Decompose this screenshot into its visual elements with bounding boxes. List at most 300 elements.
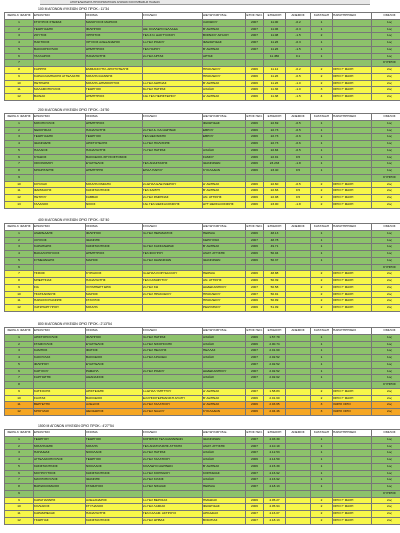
- table-cell: ΦΙΛΙΠΠΟΣ: [86, 230, 143, 237]
- table-cell: ΓΕΩΡΓΙΟΥ: [34, 436, 86, 443]
- table-cell: [333, 341, 372, 348]
- table-cell: 2007: [246, 517, 264, 524]
- table-cell: ΑΧΑΪΑΣ: [203, 375, 246, 382]
- table-cell: 2006: [246, 334, 264, 341]
- table-cell: 12: [5, 517, 34, 524]
- table-cell: ΑΝ. ΑΤΤΙΚΗΣ: [203, 195, 246, 202]
- column-header: ΕΠΩΝΥΜΟ: [34, 13, 86, 20]
- table-cell: 4.18.13: [264, 484, 286, 491]
- table-cell: 6: [5, 154, 34, 161]
- table-cell: [286, 264, 311, 271]
- table-cell: ΦΙΛΙΠΠΟΣ: [86, 26, 143, 33]
- table-cell: [286, 511, 311, 518]
- table-cell: ΠΑΡΑΣΧΟΓΙΑΝΝΗΣ: [34, 298, 86, 305]
- table-cell: 1ος: [372, 251, 400, 258]
- table-cell: 2006: [246, 457, 264, 464]
- table-cell: Β' ΑΘΗΝΑΣ: [203, 80, 246, 87]
- table-cell: 1ος: [372, 168, 400, 175]
- table-cell: ΑΘ. ΚΟΛΛΕΓΙΟ ΕΛΛΑΔΑ: [143, 26, 203, 33]
- column-header: ΔΙΕΥΘΥΝΣΗ Β.Ε.: [203, 328, 246, 335]
- header-row: [5, 13, 400, 20]
- table-cell: [286, 443, 311, 450]
- table-cell: ΦΑΘΙΩΤΙΔΑΣ: [203, 40, 246, 47]
- table-cell: 1ο ΓΕΛ ΚΟΡΙΝΘΟΥ: [143, 470, 203, 477]
- table-cell: ΑΧΑΪΑΣ: [203, 334, 246, 341]
- table-cell: ΑΡΙΣΤΟΠΟΥΛΟΣ: [34, 334, 86, 341]
- table-cell: ΟΡΙΟ Γ' ΦΑΣΗ: [333, 278, 372, 285]
- table-cell: [333, 457, 372, 464]
- table-cell: [143, 154, 203, 161]
- table-cell: 10: [5, 181, 34, 188]
- table-cell: 2: [311, 291, 333, 298]
- table-cell: ΠΑΝΑΓΙΩΤΗΣ: [86, 53, 143, 60]
- table-cell: 1ος: [372, 141, 400, 148]
- table-cell: 22.60: [264, 181, 286, 188]
- table-cell: [203, 141, 246, 148]
- table-cell: ΟΡΙΟ Γ' ΦΑΣΗ: [333, 201, 372, 208]
- table-cell: [286, 457, 311, 464]
- column-header: ΠΑΡΑΤΗΡΗΣΕΙΣ: [333, 114, 372, 121]
- column-header: ΕΠΩΝΥΜΟ: [34, 430, 86, 437]
- table-cell: 1: [311, 251, 333, 258]
- table-cell: 2: [311, 517, 333, 524]
- table-cell: 2ος: [372, 517, 400, 524]
- table-cell: 3ο ΕΠΑΛ ΚΟΡΥΔΑΛΛΟΥ: [143, 271, 203, 278]
- table-cell: 6: [5, 368, 34, 375]
- table-cell: [333, 368, 372, 375]
- table-cell: ΣΤΑΥΡΟΣ: [86, 298, 143, 305]
- table-cell: 4: [5, 355, 34, 362]
- table-cell: 3: [311, 87, 333, 94]
- table-cell: [333, 230, 372, 237]
- results-table: [4, 223, 400, 312]
- column-header: ΑΝΕΜΟΣ: [286, 224, 311, 231]
- table-cell: [333, 26, 372, 33]
- table-cell: 3ο ΓΕΛ ΚΑΣΣΑΝΔΡΑΣ: [143, 244, 203, 251]
- table-cell: ΗΡΑΚΛΕΙΟΥ: [203, 73, 246, 80]
- table-cell: -1.5: [286, 33, 311, 40]
- table-cell: 1ος: [372, 244, 400, 251]
- table-cell: [143, 237, 203, 244]
- table-cell: 2007: [246, 26, 264, 33]
- table-cell: ΠΑΝΑΓΙΩΤΗΣ: [86, 127, 143, 134]
- table-cell: 1: [311, 230, 333, 237]
- table-cell: ΜΑΝΟΥΣΟΣ ΜΑΡΚΟΣ: [86, 19, 143, 26]
- column-header: ΕΤΟΣ ΓΕΝ.: [246, 430, 264, 437]
- table-cell: 11: [5, 188, 34, 195]
- table-row: [5, 395, 400, 402]
- table-cell: 2006: [246, 195, 264, 202]
- table-cell: ΗΡΑΚΛΕΙΟΥ: [203, 291, 246, 298]
- table-cell: [286, 334, 311, 341]
- table-cell: 2ο ΕΠΑΛ ΕΛΕΥΘΕΡΙΟΥ: [143, 181, 203, 188]
- table-cell: 2: [311, 305, 333, 312]
- table-cell: 8: [5, 484, 34, 491]
- table-cell: ΣΑΜΟΥ: [203, 154, 246, 161]
- table-cell: ΓΕΛ ΘΕΣ/ΝΙΚΗΣ: [143, 134, 203, 141]
- table-cell: ΜΙΧΑΗΛ ΙΩΑΝΝΗΣ: [86, 73, 143, 80]
- table-cell: ΑΘΑΝΑΣΙΟΣ: [86, 375, 143, 382]
- table-cell: 1: [311, 436, 333, 443]
- column-header: ΣΧΟΛΕΙΟ: [143, 224, 203, 231]
- table-cell: [143, 298, 203, 305]
- table-cell: 8ο ΓΕΛ ΠΑΤΡΑΣ: [143, 87, 203, 94]
- table-cell: 1ο ΓΕΛ ΑΙΓΑΛΕΩ: [143, 355, 203, 362]
- table-cell: 4.10.19: [264, 443, 286, 450]
- table-cell: 2006: [246, 341, 264, 348]
- table-cell: 7: [5, 161, 34, 168]
- column-header: ΟΝΟΜΑ: [86, 13, 143, 20]
- table-cell: [143, 73, 203, 80]
- table-cell: ΜΙΧΑΗΛ: [86, 443, 143, 450]
- table-cell: [143, 382, 203, 389]
- table-row: [5, 26, 400, 33]
- table-cell: ΚΟΛΙΑΚΟΣ: [34, 504, 86, 511]
- table-cell: [34, 490, 86, 497]
- table-cell: [86, 60, 143, 67]
- table-cell: ΜΑΥΡΟΠΟΥΛΟΣ: [34, 477, 86, 484]
- table-row: [5, 237, 400, 244]
- table-cell: [286, 436, 311, 443]
- table-cell: 2006: [246, 201, 264, 208]
- table-row: [5, 457, 400, 464]
- table-cell: 0.5: [286, 195, 311, 202]
- table-cell: ΗΡΑΚΛΕΙΟΥ: [203, 67, 246, 74]
- table-cell: [286, 395, 311, 402]
- table-cell: ΓΕΛ ΑΝΑΣΤΑΣΗΣ: [143, 161, 203, 168]
- column-header: ΣΕΙΡΑ Α' ΦΑΣΗΣ: [5, 13, 34, 20]
- table-cell: 2: [311, 298, 333, 305]
- table-row: [5, 450, 400, 457]
- table-cell: 1: [5, 19, 34, 26]
- table-cell: [286, 271, 311, 278]
- table-cell: [286, 484, 311, 491]
- table-cell: 4: [311, 94, 333, 101]
- table-cell: 2: [311, 278, 333, 285]
- column-header: ΑΝΕΜΟΣ: [286, 114, 311, 121]
- column-header: ΣΧΟΛΕΙΟ: [143, 114, 203, 121]
- table-cell: 3: [311, 409, 333, 416]
- table-row: [5, 168, 400, 175]
- table-row: [5, 334, 400, 341]
- table-cell: ΛΟΥΚΟΣ: [34, 237, 86, 244]
- table-cell: ΙΩΑΝΝΙΔΗΣ: [34, 141, 86, 148]
- table-cell: 22.66: [264, 188, 286, 195]
- table-cell: 22.91: [264, 154, 286, 161]
- table-cell: 2.02.52: [264, 361, 286, 368]
- table-cell: [203, 490, 246, 497]
- table-cell: 11: [5, 298, 34, 305]
- table-cell: ΚΥΠΡΟΣ: [372, 60, 400, 67]
- table-cell: ΝΕΣΚΗΣΙΑΣ: [34, 127, 86, 134]
- table-cell: 2ος: [372, 271, 400, 278]
- table-cell: 4.14.50: [264, 457, 286, 464]
- table-cell: Δ' ΑΘΗΝΑΣ: [203, 94, 246, 101]
- table-cell: 1ος: [372, 230, 400, 237]
- table-cell: 1: [311, 237, 333, 244]
- column-header: ΠΑΡΑΤΗΡΗΣΕΙΣ: [333, 328, 372, 335]
- table-cell: ΔΗΜΗΤΡΗΣ: [86, 168, 143, 175]
- table-cell: ΡΕΘΥΜΝΟΥ: [203, 305, 246, 312]
- table-cell: ΓΕΩΡΓΙΑΔΗΣ: [34, 26, 86, 33]
- table-cell: 9: [5, 284, 34, 291]
- table-cell: 7: [5, 60, 34, 67]
- table-cell: 1: [311, 457, 333, 464]
- table-cell: [286, 375, 311, 382]
- table-cell: [333, 477, 372, 484]
- table-cell: 2.02.52: [264, 368, 286, 375]
- table-cell: ΛΑΣΙΘΙΟΥ: [203, 19, 246, 26]
- table-cell: ΟΡΙΟ Γ' ΦΑΣΗ: [333, 504, 372, 511]
- table-cell: ΦΑΡΜΑΚΗΣ: [34, 188, 86, 195]
- table-cell: 1: [311, 154, 333, 161]
- table-cell: 2007: [246, 33, 264, 40]
- table-row: [5, 67, 400, 74]
- table-cell: 2006: [246, 271, 264, 278]
- table-cell: 2: [311, 284, 333, 291]
- table-cell: 1ος: [372, 134, 400, 141]
- table-cell: [143, 60, 203, 67]
- table-cell: [333, 490, 372, 497]
- table-cell: ΓΕΩΡΓΙΑΔΗΣ: [34, 134, 86, 141]
- table-cell: Δ' ΑΘΗΝΑΣ: [203, 388, 246, 395]
- table-cell: ΚΑΡΑΓΙΑΝΝΗΣ: [34, 497, 86, 504]
- table-cell: ΠΑΝΑΓΙΩΤΗΣ: [86, 278, 143, 285]
- table-cell: 2: [311, 504, 333, 511]
- table-row: [5, 154, 400, 161]
- table-row: [5, 257, 400, 264]
- table-cell: [143, 375, 203, 382]
- table-cell: ΝΙΚΟΣ: [86, 201, 143, 208]
- table-cell: 2: [311, 388, 333, 395]
- table-cell: ΣΤΥΛΙΑΝΟΣ: [86, 504, 143, 511]
- table-cell: 48.88: [264, 271, 286, 278]
- table-cell: 6: [5, 470, 34, 477]
- table-cell: 11.38: [264, 94, 286, 101]
- table-cell: ΓΕΩΡΓΙΟΣ: [86, 457, 143, 464]
- table-cell: [246, 174, 264, 181]
- table-cell: 0.5: [286, 188, 311, 195]
- table-cell: 10: [5, 395, 34, 402]
- column-header: ΟΜΙΛΟΣ: [372, 430, 400, 437]
- table-row: [5, 174, 400, 181]
- table-cell: ΠΑΝΑΓΙΩΤΗΣ: [86, 147, 143, 154]
- table-cell: [333, 450, 372, 457]
- table-cell: ΧΩΡΙΣ ΟΡΙΟ: [333, 402, 372, 409]
- table-cell: 0.5: [286, 168, 311, 175]
- table-cell: [311, 264, 333, 271]
- table-row: [5, 443, 400, 450]
- table-cell: 23.233: [264, 161, 286, 168]
- table-cell: ΔΗΜΗΤΡΙΟΣ: [86, 46, 143, 53]
- table-cell: 2ος: [372, 67, 400, 74]
- column-header: ΣΕΙΡΑ Α' ΦΑΣΗΣ: [5, 328, 34, 335]
- table-cell: 11.26: [264, 46, 286, 53]
- table-cell: 7: [5, 375, 34, 382]
- table-cell: 5: [5, 257, 34, 264]
- table-cell: 2ο ΓΕΛ ΓΑΛΑΤΣΙΟΥ: [143, 457, 203, 464]
- table-cell: 1ος: [372, 26, 400, 33]
- table-row: [5, 60, 400, 67]
- table-row: [5, 251, 400, 258]
- table-row: [5, 33, 400, 40]
- table-cell: 11.08: [264, 33, 286, 40]
- table-cell: ΒΕΡΓΕΤΗΣ: [34, 402, 86, 409]
- table-cell: ΟΡΙΟ Γ' ΦΑΣΗ: [333, 80, 372, 87]
- column-header: ΚΑΤΑΤΑΞΗ: [311, 114, 333, 121]
- table-cell: [286, 230, 311, 237]
- table-cell: ΚΩΝΣΤΑΝΤΙΝΟΣ: [86, 517, 143, 524]
- table-cell: 2006: [246, 80, 264, 87]
- table-cell: ΕΒΡΟΥ: [203, 127, 246, 134]
- table-cell: 3: [5, 348, 34, 355]
- table-cell: [333, 484, 372, 491]
- column-header: ΕΤΟΣ ΓΕΝ.: [246, 224, 264, 231]
- table-row: [5, 402, 400, 409]
- table-cell: [203, 174, 246, 181]
- table-cell: ΓΕΛ ΠΑΡΟΥ: [143, 46, 203, 53]
- table-cell: 11.00: [264, 19, 286, 26]
- table-cell: 51.09: [264, 305, 286, 312]
- table-cell: ΑΝΑΤ. ΑΤΤΙΚΗΣ: [203, 251, 246, 258]
- table-cell: ΙΩΑΝΝΗΣ: [86, 237, 143, 244]
- table-cell: [333, 355, 372, 362]
- table-row: [5, 470, 400, 477]
- table-cell: 1ος: [372, 53, 400, 60]
- table-cell: ΜΠΟΥΖΑΣ: [34, 409, 86, 416]
- table-cell: ΑΧΑΪΑΣ: [203, 341, 246, 348]
- table-cell: ΟΡΙΟ Γ' ΦΑΣΗ: [333, 298, 372, 305]
- table-cell: -1.0: [286, 87, 311, 94]
- table-cell: [286, 244, 311, 251]
- table-cell: Β' ΑΘΗΝΑΣ: [203, 463, 246, 470]
- table-cell: 2.00.74: [264, 341, 286, 348]
- table-cell: 1.58.83: [264, 388, 286, 395]
- table-cell: 3: [5, 33, 34, 40]
- table-cell: 11.36: [264, 87, 286, 94]
- table-cell: [333, 154, 372, 161]
- table-cell: [333, 147, 372, 154]
- table-cell: 2006: [246, 188, 264, 195]
- table-cell: 1ος: [372, 257, 400, 264]
- table-cell: ΧΩΡΙΣ ΟΡΙΟ: [333, 409, 372, 416]
- table-cell: 50.58: [264, 284, 286, 291]
- table-cell: [264, 174, 286, 181]
- table-cell: ΑΡΙΣΤΟΤΕΛΗΣ: [86, 141, 143, 148]
- table-cell: ΚΤΑΘΟΣ: [34, 154, 86, 161]
- table-cell: 2: [5, 127, 34, 134]
- table-cell: -0.6: [286, 134, 311, 141]
- table-cell: [286, 305, 311, 312]
- event-title: 1500 Μ ΑΓΩΝΩΝ ΛΥΚΕΙΩΝ ΟΡΙΟ ΠΡΟΚ.: 4'27"54: [38, 424, 114, 428]
- table-cell: 23.00: [264, 201, 286, 208]
- table-cell: 2007: [246, 511, 264, 518]
- table-cell: 1: [5, 334, 34, 341]
- table-cell: ΒΑΣΙΛΕΙΟΣ-ΧΡΥΣΟΣΤΟΜΟΣ: [86, 154, 143, 161]
- table-cell: ΚΟΛΛΕΓΙΟ ΑΘΗΝΩΝ: [143, 463, 203, 470]
- table-cell: [286, 402, 311, 409]
- table-cell: 1ος: [372, 477, 400, 484]
- table-cell: ΧΡΗΣΤΟΣ: [86, 33, 143, 40]
- table-cell: 1ος: [372, 237, 400, 244]
- table-cell: 2006: [246, 409, 264, 416]
- table-cell: [286, 60, 311, 67]
- table-cell: 0.5: [286, 154, 311, 161]
- table-cell: 22.73: [264, 127, 286, 134]
- table-row: [5, 127, 400, 134]
- table-cell: 1ος: [372, 40, 400, 47]
- table-cell: 2ος: [372, 409, 400, 416]
- table-cell: ΕΛΛΗΝΟΓΕΡΜΑΝΙΚΗ ΑΓΩΓΗ: [143, 395, 203, 402]
- table-cell: 4: [5, 251, 34, 258]
- table-cell: 2006: [246, 120, 264, 127]
- table-cell: [143, 19, 203, 26]
- table-cell: ΡΑΦΑΗΛ: [86, 368, 143, 375]
- table-cell: 6: [5, 264, 34, 271]
- table-cell: [264, 382, 286, 389]
- table-cell: ΟΡΙΟ Γ' ΦΑΣΗ: [333, 388, 372, 395]
- table-cell: ΚΥΠΡΟΣ: [372, 174, 400, 181]
- table-cell: 1ος: [372, 348, 400, 355]
- table-cell: ΧΡΥΣΟΣ ΑΛΕΞΑΝΔΡΟΣ: [86, 40, 143, 47]
- table-cell: [333, 174, 372, 181]
- table-cell: 2007: [246, 46, 264, 53]
- table-cell: [333, 436, 372, 443]
- table-cell: 2006: [246, 141, 264, 148]
- table-cell: 9: [5, 490, 34, 497]
- table-cell: Β' ΑΘΗΝΑΣ: [203, 395, 246, 402]
- table-cell: ΦΙΛΙΠΠΟΣ: [86, 334, 143, 341]
- table-cell: [143, 120, 203, 127]
- table-cell: [264, 60, 286, 67]
- column-header: ΠΑΡΑΤΗΡΗΣΕΙΣ: [333, 13, 372, 20]
- table-cell: 2ος: [372, 497, 400, 504]
- table-cell: 1: [311, 443, 333, 450]
- column-header: ΣΕΙΡΑ Α' ΦΑΣΗΣ: [5, 430, 34, 437]
- table-cell: 1: [5, 230, 34, 237]
- table-cell: 2ος: [372, 402, 400, 409]
- table-cell: 2006: [246, 257, 264, 264]
- table-cell: 1ος: [372, 457, 400, 464]
- table-cell: ΔΗΜΗΤΡΙΟΣ: [86, 94, 143, 101]
- table-row: [5, 230, 400, 237]
- table-cell: 8: [5, 168, 34, 175]
- table-cell: 1ος: [372, 368, 400, 375]
- table-cell: ΕΥΑΓΓΕΛΟΣ: [86, 161, 143, 168]
- table-cell: 1: [311, 450, 333, 457]
- table-cell: ΔΩΔΕΚΑΝΗΣΟΥ: [203, 368, 246, 375]
- table-cell: ΜΑΡΙΟΣ: [86, 257, 143, 264]
- column-header: ΑΝΕΜΟΣ: [286, 430, 311, 437]
- table-cell: 10ο ΓΕΛ ΠΕΡΙΣΤΕΡΙΟΥ: [143, 94, 203, 101]
- table-cell: 2006: [246, 147, 264, 154]
- table-row: [5, 87, 400, 94]
- event-title: 800 Μ ΑΓΩΝΩΝ ΛΥΚΕΙΩΝ ΟΡΙΟ ΠΡΟΚ.: 2'13"54: [38, 322, 112, 326]
- column-header: ΕΠΙΔΟΣΗ: [264, 114, 286, 121]
- table-cell: 2ος: [372, 305, 400, 312]
- table-cell: ΤΑΛΛΑΡΟΣ: [34, 53, 86, 60]
- table-cell: ΓΕΩΡΓΙΟΣ: [86, 436, 143, 443]
- table-cell: 1ος: [372, 120, 400, 127]
- table-cell: [333, 19, 372, 26]
- table-cell: 12: [5, 409, 34, 416]
- table-cell: 22.73: [264, 141, 286, 148]
- table-cell: -0.5: [286, 73, 311, 80]
- table-cell: 2: [311, 33, 333, 40]
- table-cell: ΑΝΔΡΕΑΔΗΣ: [34, 230, 86, 237]
- table-cell: ΑΡΚΑΔΙΑΣ: [203, 511, 246, 518]
- table-cell: Δ' ΑΘΗΝΑΣ: [203, 181, 246, 188]
